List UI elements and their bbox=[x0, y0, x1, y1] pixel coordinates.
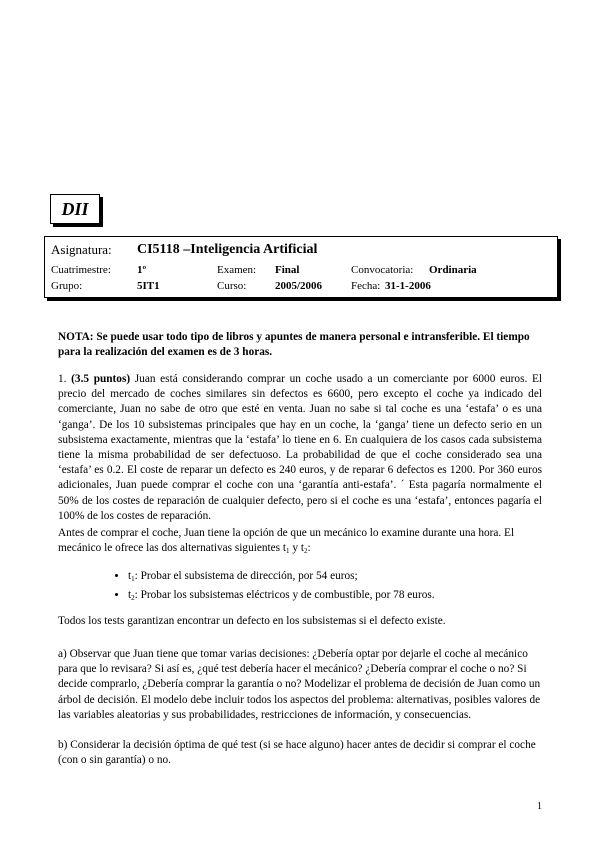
asignatura-label: Asignatura: bbox=[51, 242, 112, 257]
test-sub: 2 bbox=[131, 594, 135, 602]
question-text: Juan está considerando comprar un coche usado a un comerciante por 6000 euros. El precio del mercado de coches similares sin defectos es 6600, pero excepto el coche ya indicado del comerciante, Juan no sabe de otro que esté en venta. Juan no sabe si tal coche es una ‘estafa’ o es una ‘ganga’. De los 10 subsistemas principales que hay en un coche, la ‘ganga’ tiene un defecto serio en un subsistema exactamente, mientras que la ‘estafa’ lo tiene en 6. En cualquiera de los casos cada subsistema tiene la misma probabilidad de ser defectuoso. La probabilidad de que el coche considerado sea una ‘estafa’ es 0.2. El coste de reparar un defecto es 240 euros, y de reparar 6 defectos es 1200. Por 360 euros adicionales, Juan puede comprar el coche con una ‘garantía anti-estafa’. ´ Esta pagaría normalmente el 50% de los costes de reparación de cualquier defecto, pero si el coche es una ‘estafa’, entonces pagaría el 100% de los costes de reparación. bbox=[58, 373, 542, 522]
convocatoria-label: Convocatoria: bbox=[351, 264, 414, 276]
curso-value: 2005/2006 bbox=[275, 280, 323, 292]
mechanic-sub-1: 1 bbox=[286, 547, 290, 556]
mechanic-text: Antes de comprar el coche, Juan tiene la opción de que un mecánico lo examine durante una hora. El mecánico le ofrece las dos alternativas siguientes t bbox=[58, 527, 515, 555]
cuatrimestre-value: 1º bbox=[137, 264, 147, 276]
guarantee-paragraph: Todos los tests garantizan encontrar un defecto en los subsistemas si el defecto existe. bbox=[58, 615, 446, 627]
test-sub: 1 bbox=[131, 575, 135, 583]
examen-label: Examen: bbox=[217, 264, 257, 276]
convocatoria-value: Ordinaria bbox=[429, 264, 477, 276]
mechanic-paragraph bbox=[58, 526, 542, 559]
grupo-label: Grupo: bbox=[51, 280, 83, 292]
mechanic-and: y t bbox=[289, 542, 304, 555]
test-options-list bbox=[108, 568, 435, 606]
grupo-value: 5IT1 bbox=[137, 280, 160, 292]
list-item bbox=[128, 568, 435, 587]
question-number: 1. bbox=[58, 373, 67, 385]
test-label: t bbox=[128, 570, 132, 582]
part-a-paragraph: a) Observar que Juan tiene que tomar varias decisiones: ¿Debería optar por dejarle el coche al mecánico para que lo revisara? Si así es, ¿qué test debería hacer el mecánico? ¿Debería comprar el coche o no? Si decide comprarlo, ¿Debería comprar la garantía o no? Modelizar el problema de decisión de Juan como un árbol de decisión. El modelo debe incluir todos los aspectos del problema: alternativas, posibles valores de las variables aleatorias y sus probabilidades, restricciones de información, y consecuencias. bbox=[58, 648, 541, 721]
fecha-value: 31-1-2006 bbox=[385, 280, 431, 292]
test-text: : Probar los subsistemas eléctricos y de combustible, por 78 euros. bbox=[134, 589, 435, 601]
page-number: 1 bbox=[537, 801, 542, 812]
cuatrimestre-label: Cuatrimestre: bbox=[51, 264, 111, 276]
examen-value: Final bbox=[275, 264, 300, 276]
exam-header bbox=[44, 236, 558, 298]
curso-label: Curso: bbox=[217, 280, 247, 292]
fecha-label: Fecha: bbox=[351, 280, 381, 292]
part-b-paragraph: b) Considerar la decisión óptima de qué test (si se hace alguno) hacer antes de decidir si comprar el coche (con o sin garantía) o no. bbox=[58, 739, 536, 767]
list-item bbox=[128, 587, 435, 606]
mechanic-end: : bbox=[307, 542, 311, 555]
exam-note: NOTA: Se puede usar todo tipo de libros y apuntes de manera personal e intransferible. El tiempo para la realización del examen es de 3 horas. bbox=[58, 331, 530, 359]
test-text: : Probar el subsistema de dirección, por 54 euros; bbox=[134, 570, 358, 582]
department-badge: DII bbox=[50, 194, 100, 224]
question-points: (3.5 puntos) bbox=[71, 373, 131, 385]
question-1-statement bbox=[58, 372, 542, 524]
test-label: t bbox=[128, 589, 132, 601]
mechanic-sub-2: 2 bbox=[303, 547, 308, 556]
asignatura-value: CI5118 –Inteligencia Artificial bbox=[137, 242, 318, 257]
